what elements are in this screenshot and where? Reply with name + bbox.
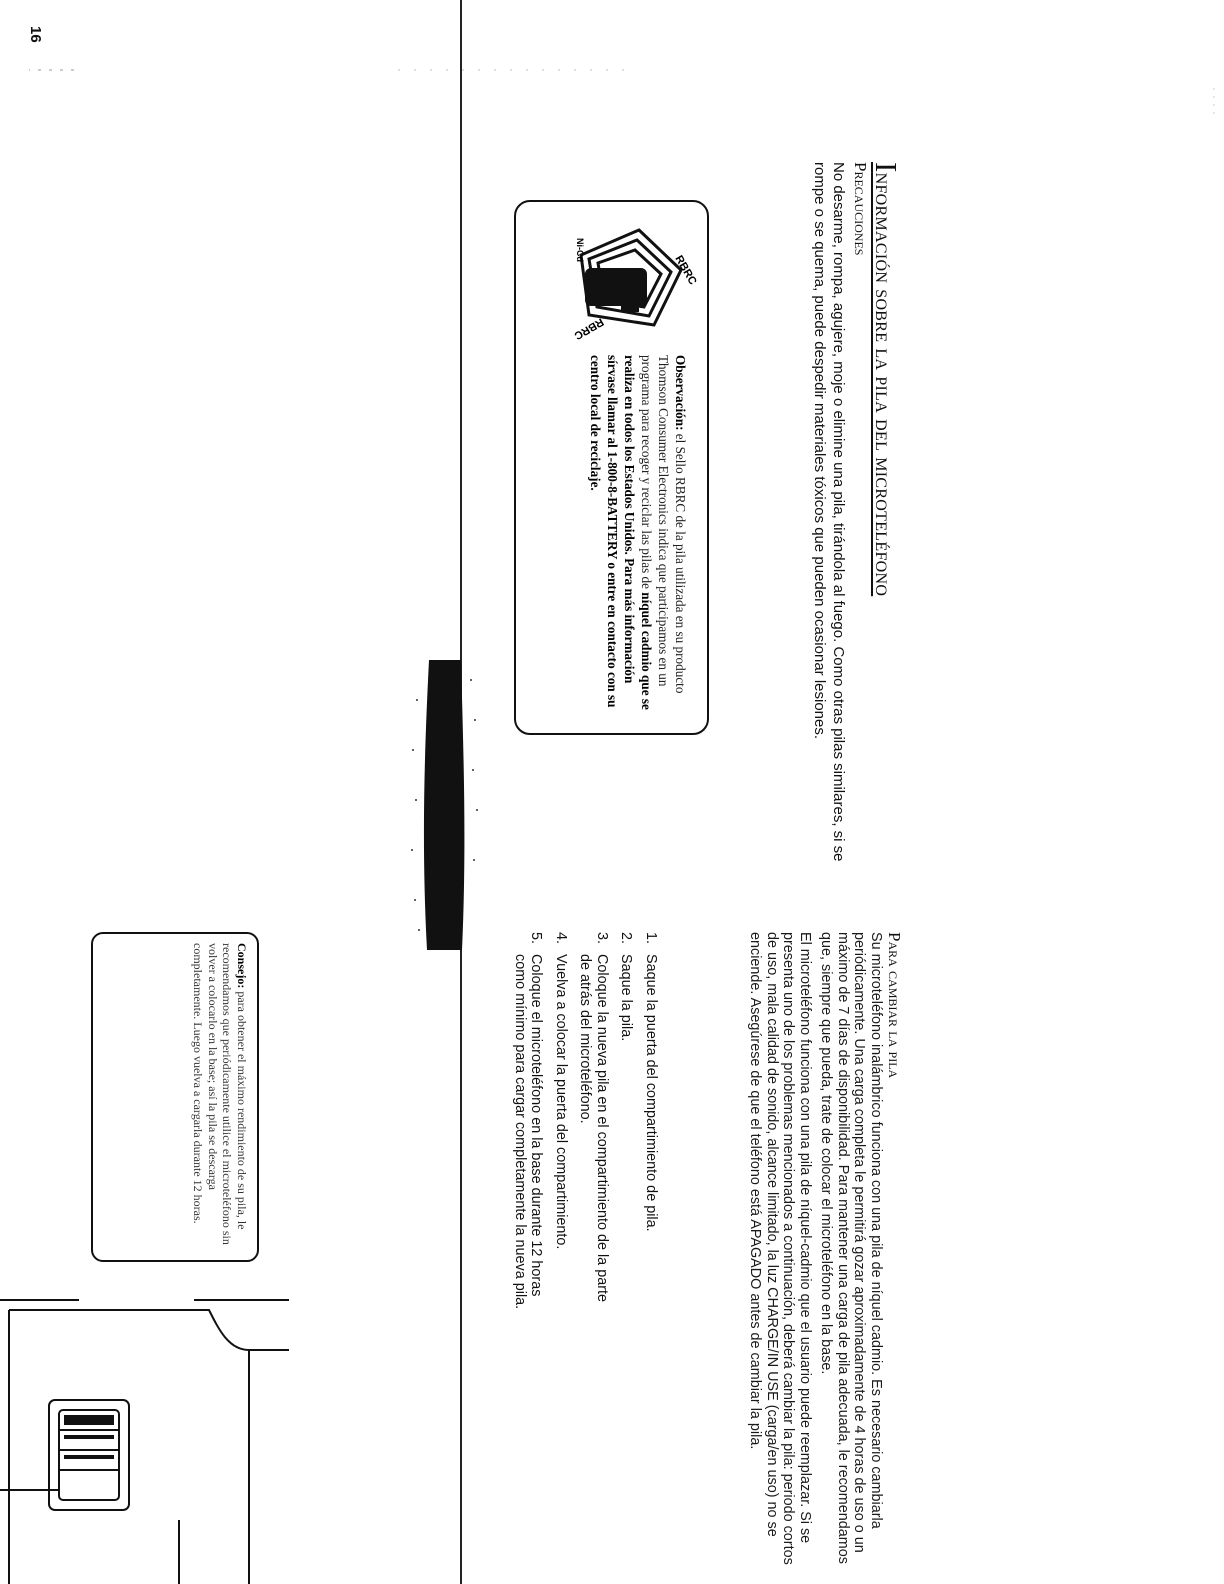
precautions-heading: Precauciones [851, 162, 870, 256]
binding-gutter-shadow [409, 660, 479, 950]
seal-label-side: RBRC [571, 315, 606, 342]
tip-text: Consejo: para obtener el máximo rendimiento de su pila, le recomendamos que periódicamente utilice el microteléfono sin volver a colocarlo en la base; así la pila se descarga completamente. Luego vuelva a cargarla durante 12 horas. [191, 943, 249, 1245]
rbrc-note-text: Observación: el Sello RBRC de la pila utilizada en su producto Thomson Consumer Electronics indica que participamos en un programa para recoger y reciclar las pilas de níquel cadmio que se realiza en todos los Estados Unidos. Para más información sírvase llamar al 1-800-8-BATTERY o entre en contacto con su centro local de reciclaje. [588, 355, 688, 710]
rbrc-recycling-seal-icon [564, 210, 699, 345]
list-item: 1. Saque la puerta del compartimiento de pila. [643, 932, 659, 1232]
paragraph-battery-replace: El microteléfono funciona con una pila de níquel-cadmio que el usuario puede reemplazar. Si se presenta uno de los problemas mencionados a continuación, deberá cambiar la pila: periodo cortos de uso, mala calidad de sonido, alcance limitado, la luz CHARGE/IN USE (carga/en uso) no se enciende. Asegúrese de que el teléfono está APAGADO antes de cambiar la pila. [747, 932, 813, 1565]
seal-label-top: RBRC [672, 253, 699, 288]
list-item: 4. Vuelva a colocar la puerta del compartimiento. [553, 932, 569, 1250]
paragraph-battery-overview: Su microteléfono inalámbrico funciona con una pila de níquel cadmio. Es necesario cambiarla periódicamente. Una carga completa le permitirá gozar aproximadamente de 4 horas de uso o un máximo de 7 días de disponibilidad. Para mantener una carga de pila adecuada, le recomendamos que, siempre que pueda, trate de colocar el microteléfono en la base. [818, 932, 884, 1564]
list-item: 2. Saque la pila. [618, 932, 635, 1042]
precautions-text: No desarme, rompa, agujere, moje o elimine una pila, tirándola al fuego. Como otras pilas similares, si se rompe o se quema, puede despedir materiales tóxicos que pueden ocasionar lesiones. [811, 162, 847, 862]
change-battery-heading: Para cambiar la pila [885, 932, 904, 1079]
cordless-handset-illustration [0, 1290, 289, 1584]
change-battery-text [742, 932, 884, 1582]
seal-label-nicd: Ni-Cd [575, 238, 585, 262]
page-number: 16 [27, 26, 44, 43]
tip-label: Consejo: [235, 943, 249, 989]
rbrc-note-label: Observación: [673, 355, 688, 431]
list-item: 5. Coloque el microteléfono en la base durante 12 horas como mínimo para cargar completamente la nueva pila. [512, 932, 545, 1310]
page-title: Información sobre la pila del microteléfono [869, 162, 904, 597]
replacement-steps-list [504, 932, 660, 1312]
list-item: 3. Coloque la nueva pila en el compartimiento de la parte de atrás del microteléfono. [577, 932, 610, 1302]
